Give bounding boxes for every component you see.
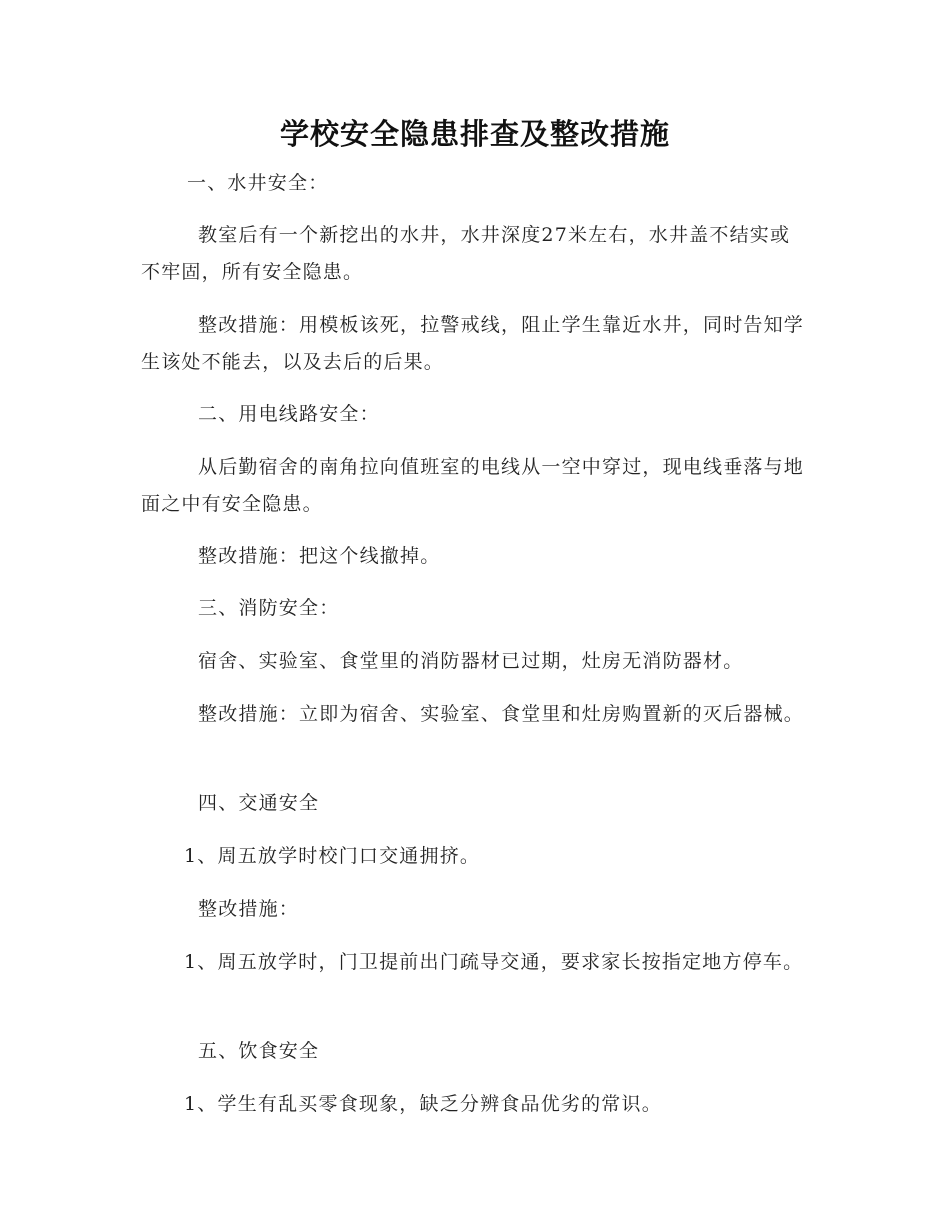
paragraph-electrical-issue: 从后勤宿舍的南角拉向值班室的电线从一空中穿过，现电线垂落与地面之中有安全隐患。 [141, 456, 805, 515]
section-heading-water-well: 一、水井安全： [187, 172, 329, 194]
paragraph-water-well-fix: 整改措施：用模板该死，拉警戒线，阻止学生靠近水井，同时告知学生该处不能去，以及去后的后果。 [141, 314, 805, 373]
paragraph-electrical-fix: 整改措施：把这个线撤掉。 [198, 545, 441, 567]
paragraph-fire-safety-fix: 整改措施：立即为宿舍、实验室、食堂里和灶房购置新的灭后器械。 [198, 703, 805, 725]
section-heading-fire-safety: 三、消防安全： [198, 597, 340, 619]
paragraph-food-safety-issue: 1、学生有乱买零食现象，缺乏分辨食品优劣的常识。 [184, 1093, 662, 1115]
paragraph-traffic-fix-heading: 整改措施： [198, 898, 300, 920]
paragraph-water-well-issue: 教室后有一个新挖出的水井，水井深度27米左右，水井盖不结实或不牢固，所有安全隐患。 [141, 224, 791, 283]
document-title: 学校安全隐患排查及整改措施 [279, 117, 670, 151]
paragraph-traffic-fix: 1、周五放学时，门卫提前出门疏导交通，要求家长按指定地方停车。 [184, 951, 804, 973]
section-heading-food-safety: 五、饮食安全 [198, 1040, 320, 1062]
section-heading-traffic: 四、交通安全 [198, 792, 320, 814]
paragraph-fire-safety-issue: 宿舍、实验室、食堂里的消防器材已过期，灶房无消防器材。 [198, 650, 744, 672]
section-heading-electrical: 二、用电线路安全： [198, 403, 380, 425]
paragraph-traffic-issue: 1、周五放学时校门口交通拥挤。 [184, 845, 481, 867]
